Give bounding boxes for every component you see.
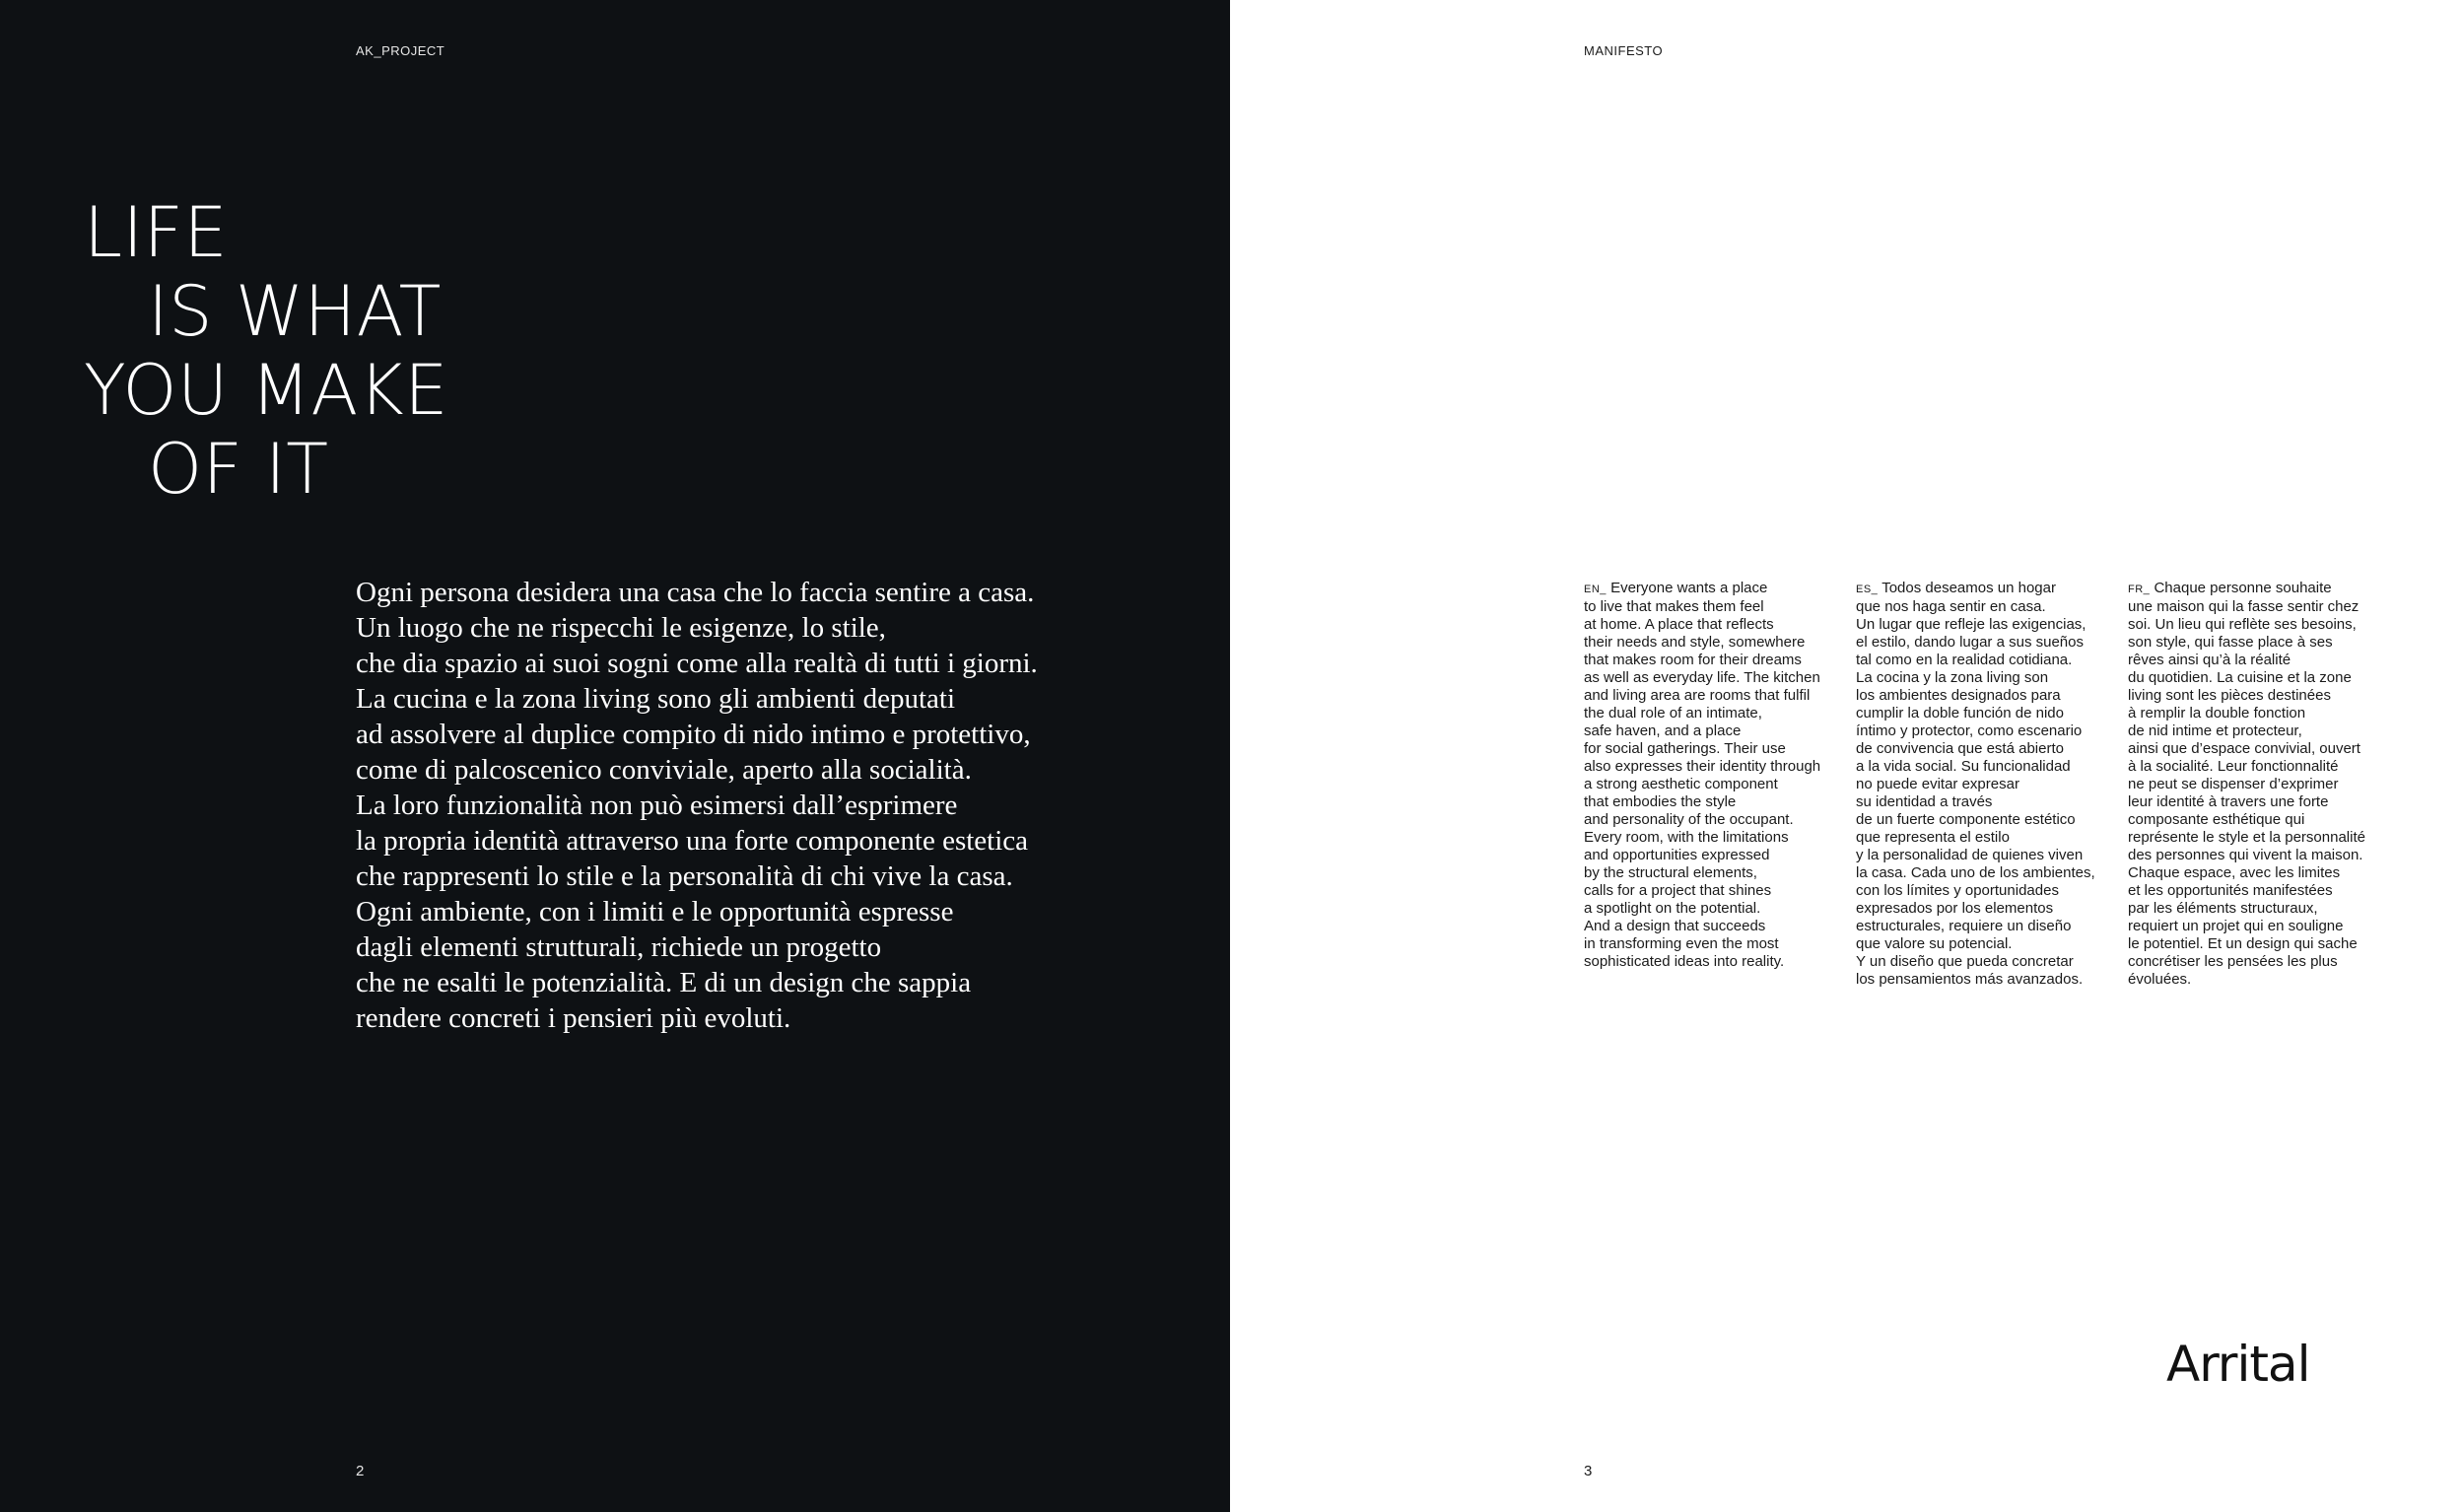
column-line: calls for a project that shines bbox=[1584, 882, 1772, 899]
column-line: to live that makes them feel bbox=[1584, 598, 1764, 615]
column-line: living sont les pièces destinées bbox=[2128, 687, 2331, 704]
column-line: And a design that succeeds bbox=[1584, 918, 1766, 934]
column-line: el estilo, dando lugar a sus sueños bbox=[1856, 634, 2084, 651]
column-line: ne peut se dispenser d’exprimer bbox=[2128, 776, 2339, 792]
column-line: FR_ Chaque personne souhaite bbox=[2128, 580, 2332, 596]
column-line: su identidad a través bbox=[1856, 793, 1993, 810]
column-line: that embodies the style bbox=[1584, 793, 1737, 810]
column-line: a spotlight on the potential. bbox=[1584, 900, 1761, 917]
column-line: ES_ Todos deseamos un hogar bbox=[1856, 580, 2056, 596]
column-line: safe haven, and a place bbox=[1584, 722, 1742, 739]
column-english bbox=[1584, 580, 1850, 971]
column-line: a strong aesthetic component bbox=[1584, 776, 1778, 792]
column-line: con los límites y oportunidades bbox=[1856, 882, 2059, 899]
column-line: EN_ Everyone wants a place bbox=[1584, 580, 1768, 596]
column-line: Un lugar que refleje las exigencias, bbox=[1856, 616, 2087, 633]
column-line: cumplir la doble función de nido bbox=[1856, 705, 2064, 722]
column-line: leur identité à travers une forte bbox=[2128, 793, 2329, 810]
column-line: du quotidien. La cuisine et la zone bbox=[2128, 669, 2352, 686]
column-line: their needs and style, somewhere bbox=[1584, 634, 1806, 651]
column-line: ainsi que d’espace convivial, ouvert bbox=[2128, 740, 2360, 757]
column-line: los ambientes designados para bbox=[1856, 687, 2061, 704]
intro-line: Ogni persona desidera una casa che lo faccia sentire a casa. bbox=[356, 577, 1035, 608]
intro-line: La loro funzionalità non può esimersi dall’esprimere bbox=[356, 790, 958, 821]
column-line: and personality of the occupant. bbox=[1584, 811, 1794, 828]
arrital-logo bbox=[2166, 1336, 2354, 1393]
column-spanish bbox=[1856, 580, 2122, 989]
column-line: rêves ainsi qu’à la réalité bbox=[2128, 652, 2292, 668]
intro-paragraph bbox=[356, 575, 1203, 1036]
column-line: by the structural elements, bbox=[1584, 864, 1757, 881]
column-line: Y un diseño que pueda concretar bbox=[1856, 953, 2074, 970]
column-line: no puede evitar expresar bbox=[1856, 776, 2019, 792]
headline-line-1: LIFE bbox=[84, 192, 229, 273]
column-line: íntimo y protector, como escenario bbox=[1856, 722, 2083, 739]
headline bbox=[84, 193, 448, 509]
column-line: que valore su potencial. bbox=[1856, 935, 2013, 952]
column-line: et les opportunités manifestées bbox=[2128, 882, 2333, 899]
column-line: a la vida social. Su funcionalidad bbox=[1856, 758, 2071, 775]
column-french bbox=[2128, 580, 2394, 989]
column-line: that makes room for their dreams bbox=[1584, 652, 1802, 668]
column-line: la casa. Cada uno de los ambientes, bbox=[1856, 864, 2095, 881]
running-head-right: MANIFESTO bbox=[1584, 43, 1664, 58]
column-line: représente le style et la personnalité bbox=[2128, 829, 2365, 846]
intro-line: Ogni ambiente, con i limiti e le opportunità espresse bbox=[356, 896, 954, 928]
intro-line: Un luogo che ne rispecchi le esigenze, lo stile, bbox=[356, 612, 886, 644]
language-tag-en: EN_ bbox=[1584, 584, 1607, 595]
intro-line: La cucina e la zona living sono gli ambienti deputati bbox=[356, 683, 956, 715]
column-line: y la personalidad de quienes viven bbox=[1856, 847, 2084, 863]
column-line: par les éléments structuraux, bbox=[2128, 900, 2318, 917]
left-page bbox=[0, 0, 1230, 1512]
intro-line: come di palcoscenico conviviale, aperto alla socialità. bbox=[356, 754, 972, 786]
column-line: à remplir la double fonction bbox=[2128, 705, 2306, 722]
column-line: de un fuerte componente estético bbox=[1856, 811, 2076, 828]
column-line: requiert un projet qui en souligne bbox=[2128, 918, 2344, 934]
column-line: sophisticated ideas into reality. bbox=[1584, 953, 1785, 970]
column-line: as well as everyday life. The kitchen bbox=[1584, 669, 1820, 686]
running-head-left: AK_PROJECT bbox=[356, 43, 445, 58]
column-line: also expresses their identity through bbox=[1584, 758, 1821, 775]
column-line: Every room, with the limitations bbox=[1584, 829, 1789, 846]
column-line: concrétiser les pensées les plus bbox=[2128, 953, 2338, 970]
column-line: expresados por los elementos bbox=[1856, 900, 2054, 917]
column-line: in transforming even the most bbox=[1584, 935, 1779, 952]
column-line: the dual role of an intimate, bbox=[1584, 705, 1762, 722]
logo-wordmark: Arrital bbox=[2166, 1336, 2310, 1393]
language-tag-es: ES_ bbox=[1856, 584, 1879, 595]
column-line: de convivencia que está abierto bbox=[1856, 740, 2064, 757]
intro-line: ad assolvere al duplice compito di nido intimo e protettivo, bbox=[356, 719, 1031, 750]
column-line: los pensamientos más avanzados. bbox=[1856, 971, 2084, 988]
column-line: le potentiel. Et un design qui sache bbox=[2128, 935, 2358, 952]
column-line: for social gatherings. Their use bbox=[1584, 740, 1786, 757]
column-line: composante esthétique qui bbox=[2128, 811, 2305, 828]
column-line: son style, qui fasse place à ses bbox=[2128, 634, 2333, 651]
column-line: soi. Un lieu qui reflète ses besoins, bbox=[2128, 616, 2357, 633]
headline-line-3: YOU MAKE bbox=[84, 350, 448, 431]
intro-line: rendere concreti i pensieri più evoluti. bbox=[356, 1002, 791, 1034]
column-line: and living area are rooms that fulfil bbox=[1584, 687, 1811, 704]
column-line: que representa el estilo bbox=[1856, 829, 2010, 846]
intro-line: che ne esalti le potenzialità. E di un design che sappia bbox=[356, 967, 972, 998]
column-line: tal como en la realidad cotidiana. bbox=[1856, 652, 2073, 668]
column-line: de nid intime et protecteur, bbox=[2128, 722, 2302, 739]
column-line: La cocina y la zona living son bbox=[1856, 669, 2049, 686]
column-line: des personnes qui vivent la maison. bbox=[2128, 847, 2363, 863]
headline-line-4: OF IT bbox=[148, 429, 329, 510]
language-tag-fr: FR_ bbox=[2128, 584, 2151, 595]
headline-line-2: IS WHAT bbox=[148, 271, 442, 352]
column-line: estructurales, requiere un diseño bbox=[1856, 918, 2072, 934]
intro-line: che dia spazio ai suoi sogni come alla realtà di tutti i giorni. bbox=[356, 648, 1038, 679]
column-line: que nos haga sentir en casa. bbox=[1856, 598, 2046, 615]
column-line: Chaque espace, avec les limites bbox=[2128, 864, 2341, 881]
right-page bbox=[1230, 0, 2463, 1512]
column-line: at home. A place that reflects bbox=[1584, 616, 1774, 633]
column-line: and opportunities expressed bbox=[1584, 847, 1770, 863]
column-line: à la socialité. Leur fonctionnalité bbox=[2128, 758, 2339, 775]
page-number-left: 2 bbox=[356, 1463, 365, 1479]
page-number-right: 3 bbox=[1584, 1463, 1593, 1479]
intro-line: che rappresenti lo stile e la personalità di chi vive la casa. bbox=[356, 860, 1013, 892]
intro-line: dagli elementi strutturali, richiede un progetto bbox=[356, 931, 882, 963]
intro-line: la propria identità attraverso una forte componente estetica bbox=[356, 825, 1029, 857]
column-line: une maison qui la fasse sentir chez bbox=[2128, 598, 2360, 615]
column-line: évoluées. bbox=[2128, 971, 2192, 988]
